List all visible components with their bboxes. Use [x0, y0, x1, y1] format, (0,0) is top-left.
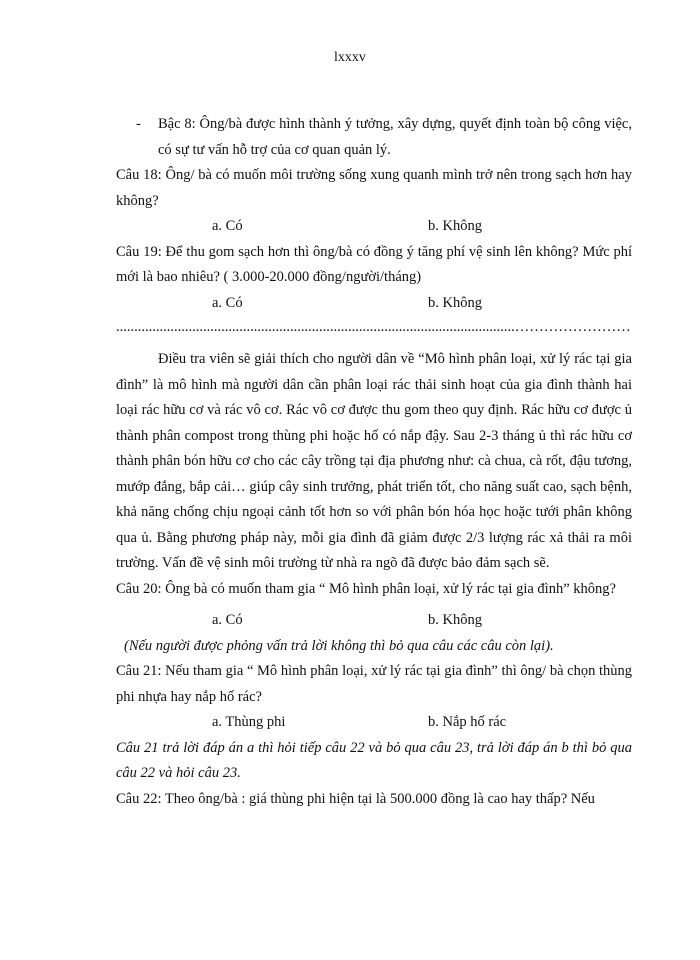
question-19: Câu 19: Để thu gom sạch hơn thì ông/bà có đồng ý tăng phí vệ sinh lên không? Mức phí mới là bao nhiêu? ( 3.000-20.000 đồng/người/tháng) — [116, 243, 632, 285]
explanation-paragraph: Điều tra viên sẽ giải thích cho người dân về “Mô hình phân loại, xử lý rác tại gia đình” là mô hình mà người dân cần phân loại rác thải sinh hoạt của gia đình thành hai loại rác hữu cơ và rác vô cơ. Rác vô cơ được thu gom theo quy định. Rác hữu cơ được ủ thành phân compost trong thùng phi hoặc hố có nắp đậy. Sau 2-3 tháng ủ thì rác hữu cơ thành phân bón hữu cơ cho các cây trồng tại địa phương như: cà chua, cà rốt, đậu tương, mướp đắng, bắp cải… giúp cây sinh trưởng, phát triển tốt, cho năng suất cao, sạch bệnh, khả năng chống chịu ngoại cảnh tốt hơn so với phân bón hóa học hoặc tưới phân không qua ủ. Bằng phương pháp này, mỗi gia đình đã giảm được 2/3 lượng rác xả thải ra môi trường. Vấn đề vệ sinh môi trường từ nhà ra ngõ đã được bảo đảm sạch sẽ. — [116, 351, 632, 571]
dotted-separator: ..............................................................................................................…………………… — [116, 319, 631, 335]
bullet-step-8 — [116, 112, 632, 163]
question-19-options — [116, 291, 632, 317]
question-21-options — [116, 710, 632, 736]
bullet-step-8-text: Bậc 8: Ông/bà được hình thành ý tưởng, xây dựng, quyết định toàn bộ công việc, có sự tư vấn hỗ trợ của cơ quan quản lý. — [158, 116, 632, 158]
question-18-options — [116, 214, 632, 240]
question-22: Câu 22: Theo ông/bà : giá thùng phi hiện tại là 500.000 đồng là cao hay thấp? Nếu — [116, 790, 595, 807]
question-20-option-a: a. Có — [212, 612, 243, 628]
question-21-option-b: b. Nắp hố rác — [428, 714, 507, 730]
page-number: lxxxv — [334, 50, 366, 65]
question-19-option-a: a. Có — [212, 294, 243, 311]
question-21-note: Câu 21 trả lời đáp án a thì hỏi tiếp câu 22 và bỏ qua câu 23, trả lời đáp án b thì bỏ qua câu 22 và hỏi câu 23. — [116, 739, 632, 781]
question-18: Câu 18: Ông/ bà có muốn môi trường sống xung quanh mình trở nên trong sạch hơn hay không? — [116, 167, 632, 209]
question-21-option-a: a. Thùng phi — [212, 714, 286, 730]
bullet-dash: - — [136, 116, 141, 132]
page-content — [116, 112, 632, 812]
question-20: Câu 20: Ông bà có muốn tham gia “ Mô hình phân loại, xử lý rác tại gia đình” không? — [116, 580, 616, 597]
question-18-option-b: b. Không — [428, 218, 482, 234]
question-19-option-b: b. Không — [428, 294, 482, 311]
question-20-option-b: b. Không — [428, 612, 482, 628]
question-20-options — [116, 608, 632, 634]
question-20-note: (Nếu người được phỏng vấn trả lời không thì bỏ qua câu các câu còn lại). — [124, 637, 554, 654]
question-18-option-a: a. Có — [212, 218, 243, 234]
question-21: Câu 21: Nếu tham gia “ Mô hình phân loại, xử lý rác tại gia đình” thì ông/ bà chọn thùng phi nhựa hay nắp hố rác? — [116, 663, 632, 705]
